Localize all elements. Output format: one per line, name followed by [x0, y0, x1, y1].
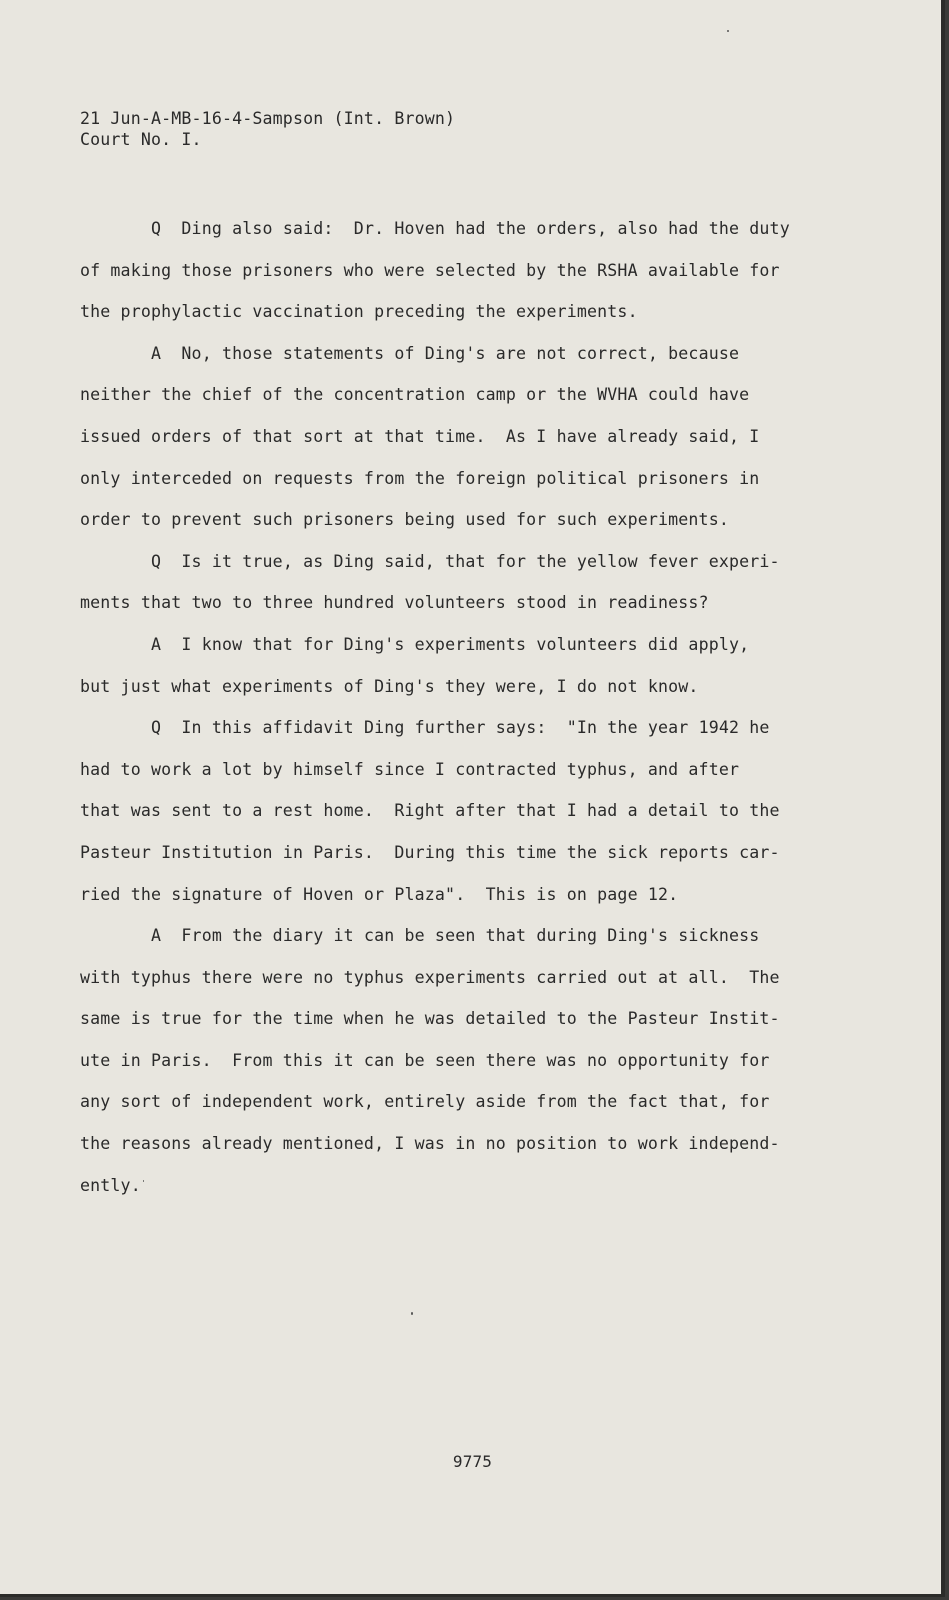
- testimony-line: A No, those statements of Ding's are not correct, because: [151, 343, 740, 363]
- paper-speck: [143, 1180, 144, 1182]
- testimony-line: ried the signature of Hoven or Plaza". This is on page 12.: [80, 884, 679, 904]
- testimony-body: [80, 208, 795, 1206]
- testimony-line: with typhus there were no typhus experiments carried out at all. The: [80, 967, 780, 987]
- testimony-line: A From the diary it can be seen that during Ding's sickness: [151, 926, 760, 946]
- testimony-line: the prophylactic vaccination preceding the experiments.: [80, 302, 638, 322]
- testimony-line: that was sent to a rest home. Right after that I had a detail to the: [80, 801, 780, 821]
- testimony-line: Q In this affidavit Ding further says: "In the year 1942 he: [151, 718, 770, 738]
- testimony-line: neither the chief of the concentration camp or the WVHA could have: [80, 385, 750, 405]
- testimony-line: ute in Paris. From this it can be seen there was no opportunity for: [80, 1050, 770, 1070]
- testimony-line: any sort of independent work, entirely aside from the fact that, for: [80, 1092, 770, 1112]
- testimony-line: same is true for the time when he was detailed to the Pasteur Instit-: [80, 1009, 780, 1029]
- testimony-line: of making those prisoners who were selected by the RSHA available for: [80, 260, 780, 280]
- header-court-line: Court No. I.: [80, 130, 202, 149]
- testimony-line: Pasteur Institution in Paris. During this time the sick reports car-: [80, 842, 780, 862]
- paper-speck: [411, 1312, 413, 1315]
- page-number: 9775: [452, 1452, 493, 1471]
- testimony-line: the reasons already mentioned, I was in no position to work independ-: [80, 1134, 780, 1154]
- testimony-line: had to work a lot by himself since I contracted typhus, and after: [80, 759, 740, 779]
- testimony-line: but just what experiments of Ding's they were, I do not know.: [80, 676, 699, 696]
- paper-speck: [727, 30, 729, 32]
- testimony-line: Q Ding also said: Dr. Hoven had the orders, also had the duty: [151, 219, 790, 238]
- testimony-line: ments that two to three hundred volunteers stood in readiness?: [80, 593, 709, 613]
- testimony-line: issued orders of that sort at that time. As I have already said, I: [80, 426, 760, 446]
- document-header: [80, 108, 455, 150]
- testimony-line: only interceded on requests from the foreign political prisoners in: [80, 468, 760, 488]
- testimony-line: ently.: [80, 1175, 141, 1195]
- testimony-line: Q Is it true, as Ding said, that for the yellow fever experi-: [151, 551, 780, 571]
- testimony-line: A I know that for Ding's experiments volunteers did apply,: [151, 634, 750, 654]
- header-reference-line: 21 Jun-A-MB-16-4-Sampson (Int. Brown): [80, 109, 456, 128]
- testimony-line: order to prevent such prisoners being used for such experiments.: [80, 510, 729, 530]
